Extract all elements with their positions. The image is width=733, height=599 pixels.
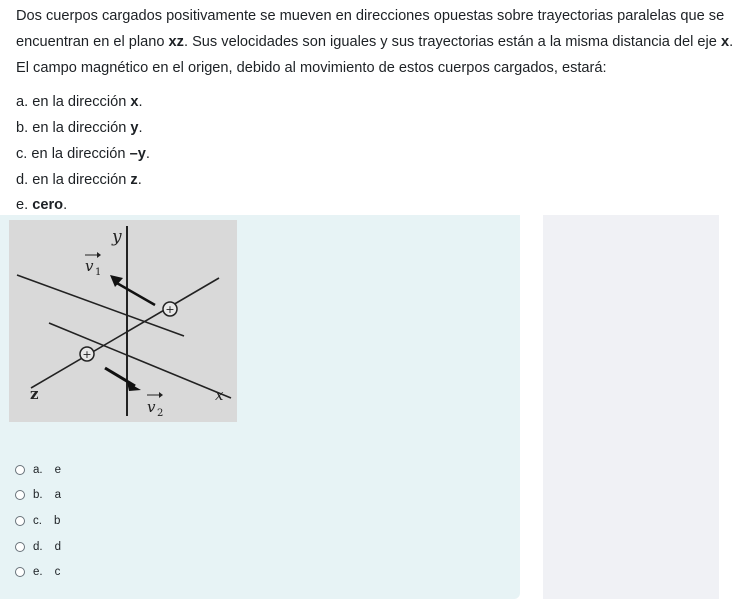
option-suffix: . (138, 94, 143, 110)
charge-lower-symbol: + (82, 348, 92, 361)
question-option-e (16, 195, 67, 215)
x-label: x (215, 386, 224, 404)
answer-letter: e. (33, 566, 43, 578)
charge-lower (80, 347, 94, 361)
radio-button[interactable] (15, 516, 25, 526)
z-label: z (30, 385, 39, 403)
radio-button[interactable] (15, 567, 25, 577)
answer-text: d (54, 541, 61, 553)
answer-text: a (54, 489, 61, 501)
answer-text: b (53, 515, 61, 527)
option-bold: y (130, 120, 139, 136)
answer-option-d[interactable] (15, 538, 61, 556)
option-prefix: c. en la dirección (16, 146, 130, 162)
question-option-b (16, 118, 143, 138)
question-option-c (16, 144, 150, 164)
answer-text: e (54, 464, 61, 476)
question-text-line-2 (16, 32, 733, 52)
charge-upper-symbol: + (165, 303, 175, 316)
question-bold-x: x (720, 34, 730, 50)
answer-letter: a. (33, 464, 43, 476)
answer-option-b[interactable] (15, 486, 61, 504)
question-text-line-1: Dos cuerpos cargados positivamente se mueven en direcciones opuestas sobre trayectorias paralelas que se (16, 8, 725, 24)
question-option-a (16, 92, 143, 112)
v2-subscript: 2 (157, 408, 164, 419)
question-text-segment: . (729, 34, 733, 50)
answer-option-a[interactable] (15, 461, 61, 479)
answer-option-e[interactable] (15, 563, 60, 581)
answer-text: c (54, 566, 61, 578)
option-prefix: e. (16, 197, 33, 213)
v1-subscript: 1 (95, 267, 102, 278)
side-panel (543, 215, 719, 599)
option-suffix: . (138, 120, 143, 136)
option-bold: z (130, 172, 138, 188)
answer-option-c[interactable] (15, 512, 60, 530)
option-prefix: d. en la dirección (16, 172, 131, 188)
question-text-segment: . Sus velocidades son iguales y sus trayectorias están a la misma distancia del eje (183, 34, 721, 50)
question-card (0, 0, 733, 215)
y-label: y (112, 227, 122, 247)
diagram-svg (9, 220, 237, 422)
answer-letter: d. (33, 541, 43, 553)
option-bold: x (130, 94, 139, 110)
radio-button[interactable] (15, 490, 25, 500)
answer-letter: c. (33, 515, 42, 527)
option-bold: –y (129, 146, 146, 162)
answer-letter: b. (33, 489, 43, 501)
v1-letter: v (85, 257, 94, 275)
radio-button[interactable] (15, 465, 25, 475)
option-suffix: . (145, 146, 150, 162)
v2-letter: v (147, 398, 156, 416)
physics-diagram-image (9, 220, 237, 422)
question-text-line-3: El campo magnético en el origen, debido al movimiento de estos cuerpos cargados, estará: (16, 60, 607, 76)
option-suffix: . (63, 197, 68, 213)
question-option-d (16, 170, 142, 190)
question-bold-xz: xz (168, 34, 184, 50)
option-suffix: . (137, 172, 142, 188)
option-prefix: a. en la dirección (16, 94, 131, 110)
diagram-background (9, 220, 237, 422)
charge-upper (163, 302, 177, 316)
option-bold: cero (32, 197, 64, 213)
option-prefix: b. en la dirección (16, 120, 131, 136)
radio-button[interactable] (15, 542, 25, 552)
question-text-segment: encuentran en el plano (16, 34, 169, 50)
